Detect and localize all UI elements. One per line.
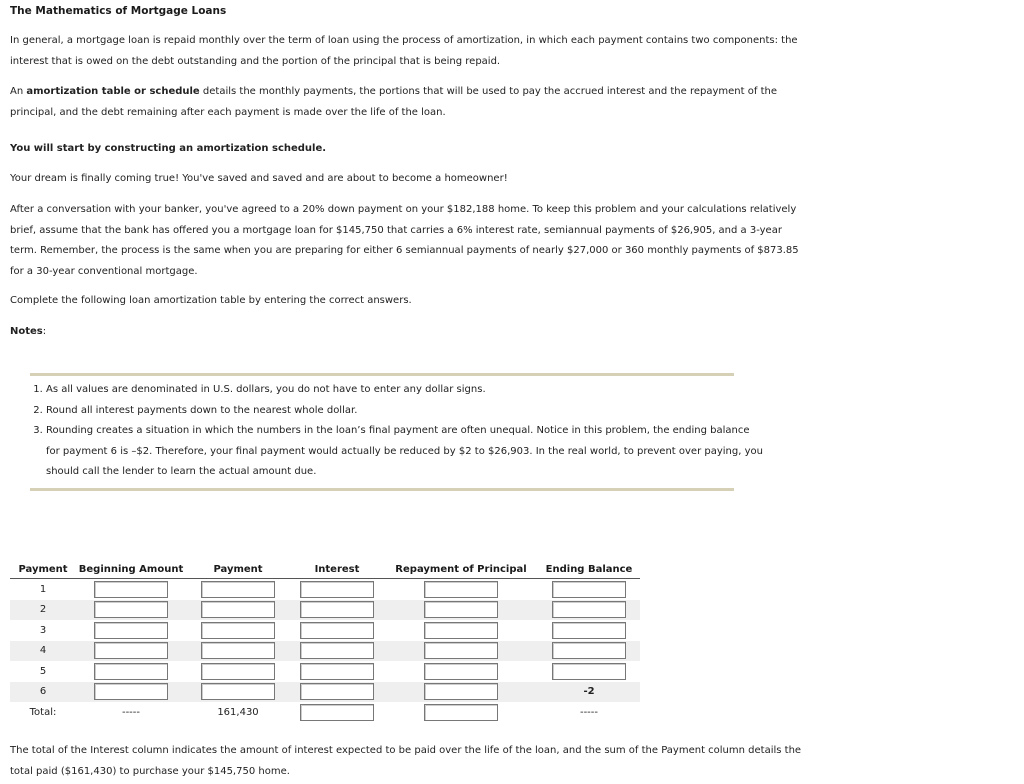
header-payment-number: Payment: [10, 561, 76, 579]
notes-top-divider: [30, 373, 734, 376]
ending-balance-input[interactable]: [552, 663, 626, 680]
total-interest-input[interactable]: [300, 704, 374, 721]
interest-input[interactable]: [300, 642, 374, 659]
intro-paragraph: In general, a mortgage loan is repaid monthly over the term of loan using the process of amortization, in which each payment contains two components: the interest that is owed on the debt outstanding and the portion of the principal that is being repaid.: [10, 35, 798, 67]
beginning-amount-input[interactable]: [94, 581, 168, 598]
payment-number: 3: [39, 624, 47, 636]
total-row: [10, 702, 640, 723]
total-ending-placeholder: -----: [579, 706, 599, 718]
ending-balance-input[interactable]: [552, 622, 626, 639]
payment-input[interactable]: [201, 663, 275, 680]
total-repayment-input[interactable]: [424, 704, 498, 721]
section-heading: You will start by constructing an amortization schedule.: [10, 143, 327, 154]
payment-input[interactable]: [201, 642, 275, 659]
repayment-input[interactable]: [424, 581, 498, 598]
ending-balance-input[interactable]: [552, 642, 626, 659]
header-interest: Interest: [290, 561, 384, 579]
amortization-table: [10, 561, 640, 723]
repayment-input[interactable]: [424, 601, 498, 618]
payment-number: 2: [10, 600, 76, 621]
instructions: Complete the following loan amortization table by entering the correct answers.: [10, 295, 412, 306]
payment-input[interactable]: [201, 581, 275, 598]
ending-balance-input[interactable]: [552, 601, 626, 618]
payment-number: 5: [39, 665, 47, 677]
repayment-input[interactable]: [424, 642, 498, 659]
amortization-definition: [10, 82, 800, 123]
definition-pre: An: [10, 86, 27, 97]
payment-number: 4: [10, 641, 76, 662]
beginning-amount-input[interactable]: [94, 683, 168, 700]
table-row: [10, 620, 640, 641]
note-item: 2. Round all interest payments down to the nearest whole dollar.: [46, 401, 766, 422]
repayment-input[interactable]: [424, 663, 498, 680]
interest-input[interactable]: [300, 622, 374, 639]
table-row: [10, 600, 640, 621]
beginning-amount-input[interactable]: [94, 663, 168, 680]
scenario-details: After a conversation with your banker, you've agreed to a 20% down payment on your $182,188 home. To keep this problem and your calculations relatively brief, assume that the bank has offered you a mortgage loan for $145,750 that carries a 6% interest rate, semiannual payments of $26,905, and a 3-year term. Remember, the process is the same when you are preparing for either 6 semiannual payments of nearly $27,000 or 360 monthly payments of $873.85 for a 30-year conventional mortgage.: [10, 204, 799, 277]
scenario-intro: Your dream is finally coming true! You've saved and saved and are about to become a homeowner!: [10, 173, 508, 184]
table-row: [10, 661, 640, 682]
interest-input[interactable]: [300, 663, 374, 680]
table-row: [10, 579, 640, 600]
total-label: Total:: [29, 706, 57, 718]
page-title: The Mathematics of Mortgage Loans: [10, 5, 227, 17]
note-item: 1. As all values are denominated in U.S. dollars, you do not have to enter any dollar signs.: [46, 380, 766, 401]
notes-list: [12, 380, 766, 483]
table-row: [10, 641, 640, 662]
beginning-amount-input[interactable]: [94, 642, 168, 659]
notes-bottom-divider: [30, 488, 734, 491]
interest-input[interactable]: [300, 683, 374, 700]
payment-input[interactable]: [201, 622, 275, 639]
table-header-row: [10, 561, 640, 579]
total-payment-value: 161,430: [217, 706, 259, 718]
payment-number: 1: [39, 583, 47, 595]
ending-balance-value: -2: [538, 682, 640, 703]
repayment-input[interactable]: [424, 683, 498, 700]
header-payment: Payment: [186, 561, 290, 579]
definition-post: details the monthly payments, the portions that will be used to pay the accrued interest and the repayment of the principal, and the debt remaining after each payment is made over the life of the loan.: [10, 86, 777, 118]
beginning-amount-input[interactable]: [94, 622, 168, 639]
total-beginning-placeholder: -----: [121, 706, 141, 718]
payment-number: 6: [10, 682, 76, 703]
note-item: 3. Rounding creates a situation in which the numbers in the loan’s final payment are often unequal. Notice in this problem, the ending balance for payment 6 is –$2. Therefore, your final payment would actually be reduced by $2 to $26,903. In the real world, to prevent over paying, you should call the lender to learn the actual amount due.: [46, 421, 766, 483]
payment-input[interactable]: [201, 683, 275, 700]
header-repayment-principal: Repayment of Principal: [384, 561, 538, 579]
notes-label: Notes:: [10, 326, 47, 337]
interest-input[interactable]: [300, 581, 374, 598]
header-ending-balance: Ending Balance: [538, 561, 640, 579]
ending-balance-input[interactable]: [552, 581, 626, 598]
payment-input[interactable]: [201, 601, 275, 618]
repayment-input[interactable]: [424, 622, 498, 639]
summary-paragraph: The total of the Interest column indicates the amount of interest expected to be paid over the life of the loan, and the sum of the Payment column details the total paid ($161,430) to purchase your $145,750 home.: [10, 745, 802, 777]
table-row: [10, 682, 640, 703]
beginning-amount-input[interactable]: [94, 601, 168, 618]
interest-input[interactable]: [300, 601, 374, 618]
definition-term: amortization table or schedule: [26, 86, 200, 97]
header-beginning-amount: Beginning Amount: [76, 561, 186, 579]
